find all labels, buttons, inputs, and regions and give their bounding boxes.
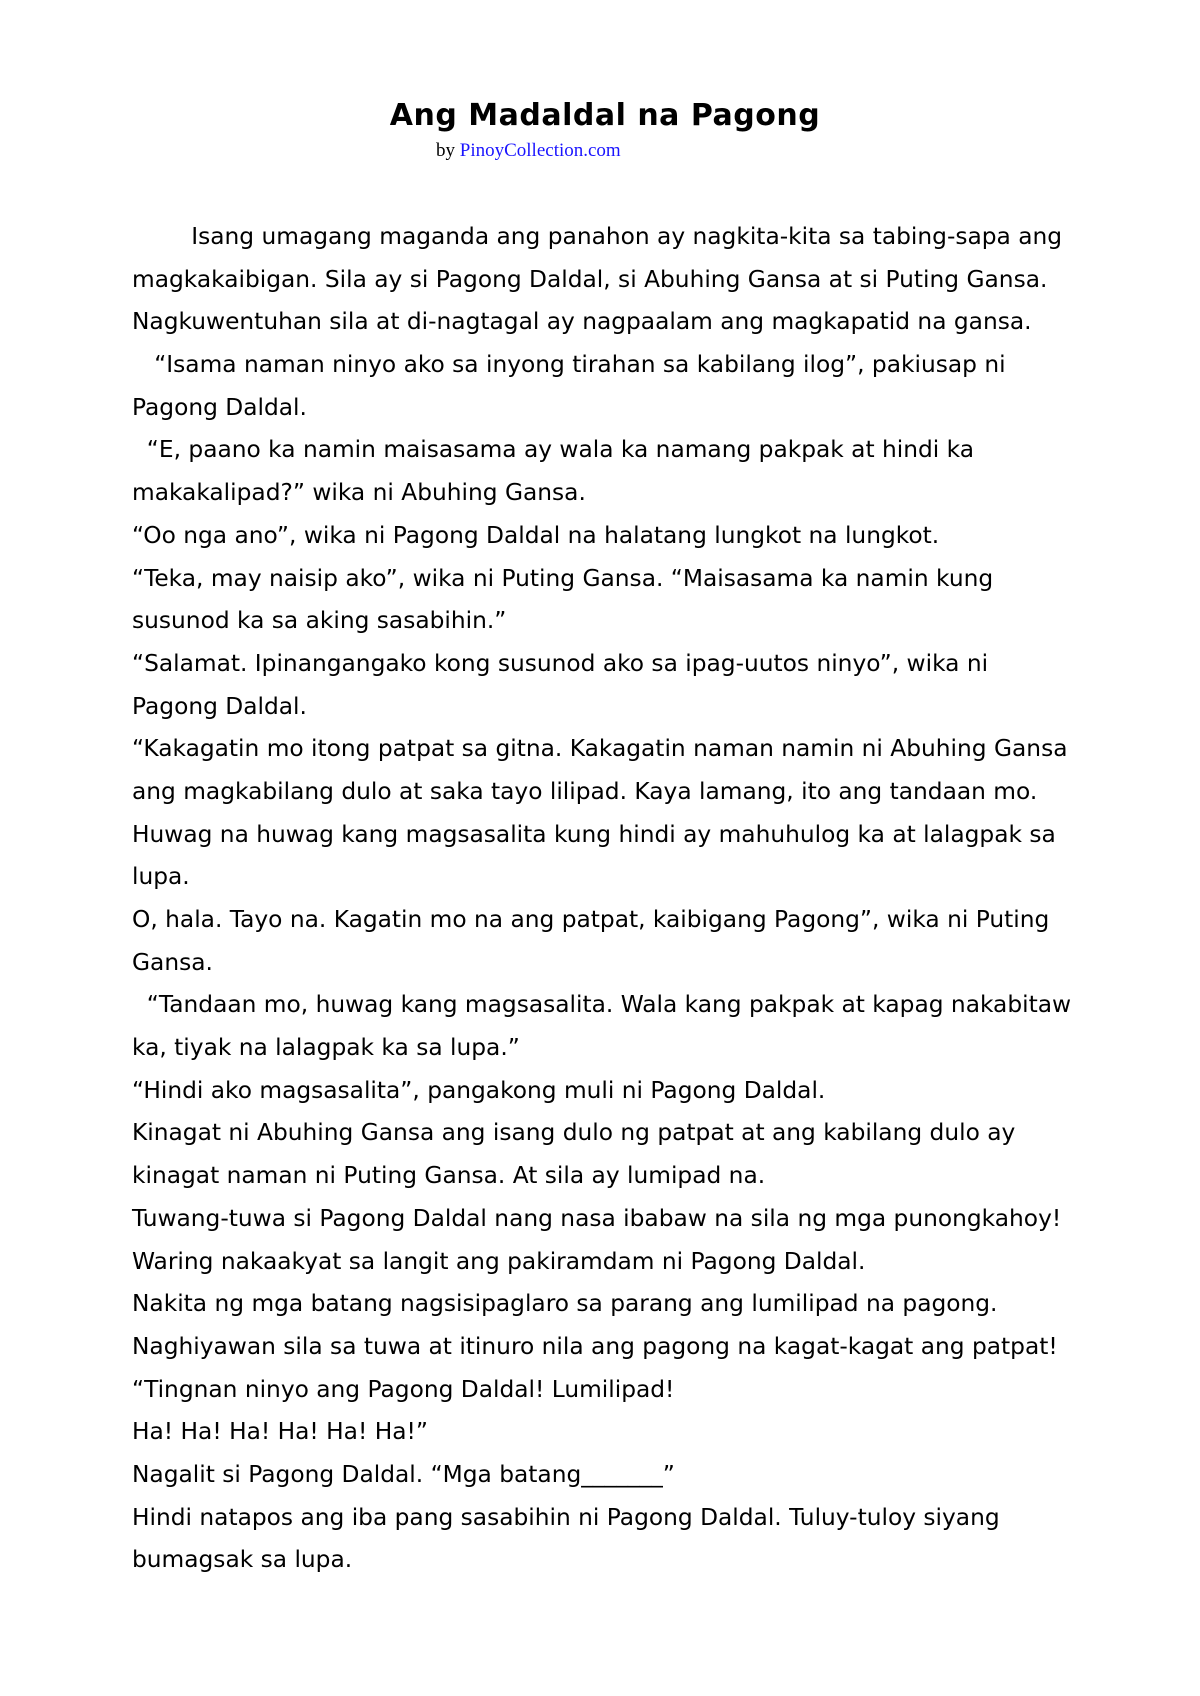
story-body: [132, 216, 1132, 1582]
story-line: Hindi natapos ang iba pang sasabihin ni Pagong Daldal. Tuluy-tuloy siyang: [132, 1503, 1000, 1531]
story-line: makakalipad?” wika ni Abuhing Gansa.: [132, 479, 586, 507]
story-line: magkakaibigan. Sila ay si Pagong Daldal, si Abuhing Gansa at si Puting Gansa.: [132, 265, 1048, 293]
story-line: O, hala. Tayo na. Kagatin mo na ang patpat, kaibigang Pagong”, wika ni Puting: [132, 906, 1050, 933]
story-line: “Teka, may naisip ako”, wika ni Puting Gansa. “Maisasama ka namin kung: [132, 564, 994, 592]
story-line: Nagkuwentuhan sila at di-nagtagal ay nagpaalam ang magkapatid na gansa.: [132, 308, 1032, 336]
story-line: Nakita ng mga batang nagsisipaglaro sa parang ang lumilipad na pagong.: [132, 1290, 998, 1318]
story-line: susunod ka sa aking sasabihin.”: [132, 607, 507, 635]
story-line: “Tandaan mo, huwag kang magsasalita. Wala kang pakpak at kapag nakabitaw: [132, 991, 1072, 1019]
story-line: Ha! Ha! Ha! Ha! Ha! Ha!”: [132, 1418, 428, 1446]
story-line: kinagat naman ni Puting Gansa. At sila ay lumipad na.: [132, 1162, 766, 1190]
document-title: Ang Madaldal na Pagong: [389, 98, 821, 133]
story-line: “E, paano ka namin maisasama ay wala ka namang pakpak at hindi ka: [132, 436, 975, 464]
story-line: bumagsak sa lupa.: [132, 1546, 353, 1574]
story-line: Pagong Daldal.: [132, 692, 307, 720]
story-line: “Salamat. Ipinangangako kong susunod ako sa ipag-uutos ninyo”, wika ni: [132, 649, 989, 677]
story-line: Naghiyawan sila sa tuwa at itinuro nila ang pagong na kagat-kagat ang patpat!: [132, 1332, 1058, 1360]
story-line: “Isama naman ninyo ako sa inyong tirahan sa kabilang ilog”, pakiusap ni: [132, 351, 1006, 379]
story-line: ang magkabilang dulo at saka tayo lilipad. Kaya lamang, ito ang tandaan mo.: [132, 777, 1038, 805]
story-line: “Tingnan ninyo ang Pagong Daldal! Lumilipad!: [132, 1375, 675, 1403]
byline: [436, 140, 621, 162]
story-line: “Oo nga ano”, wika ni Pagong Daldal na halatang lungkot na lungkot.: [132, 521, 940, 549]
story-line: Waring nakaakyat sa langit ang pakiramdam ni Pagong Daldal.: [132, 1247, 866, 1275]
story-line: Huwag na huwag kang magsasalita kung hindi ay mahuhulog ka at lalagpak sa: [132, 820, 1056, 848]
story-line: Gansa.: [132, 948, 213, 976]
byline-prefix: by: [436, 140, 460, 161]
story-line: Nagalit si Pagong Daldal. “Mga batang_______”: [132, 1460, 675, 1488]
story-line: lupa.: [132, 863, 190, 891]
byline-link[interactable]: PinoyCollection.com: [459, 140, 621, 161]
story-line: Tuwang-tuwa si Pagong Daldal nang nasa ibabaw na sila ng mga punongkahoy!: [132, 1204, 1062, 1232]
story-line: Pagong Daldal.: [132, 393, 307, 421]
story-line: “Kakagatin mo itong patpat sa gitna. Kakagatin naman namin ni Abuhing Gansa: [132, 735, 1068, 763]
story-line: ka, tiyak na lalagpak ka sa lupa.”: [132, 1034, 520, 1062]
story-line: Kinagat ni Abuhing Gansa ang isang dulo ng patpat at ang kabilang dulo ay: [132, 1119, 1016, 1147]
story-line: Isang umagang maganda ang panahon ay nagkita-kita sa tabing-sapa ang: [132, 223, 1063, 250]
story-line: “Hindi ako magsasalita”, pangakong muli ni Pagong Daldal.: [132, 1076, 826, 1104]
